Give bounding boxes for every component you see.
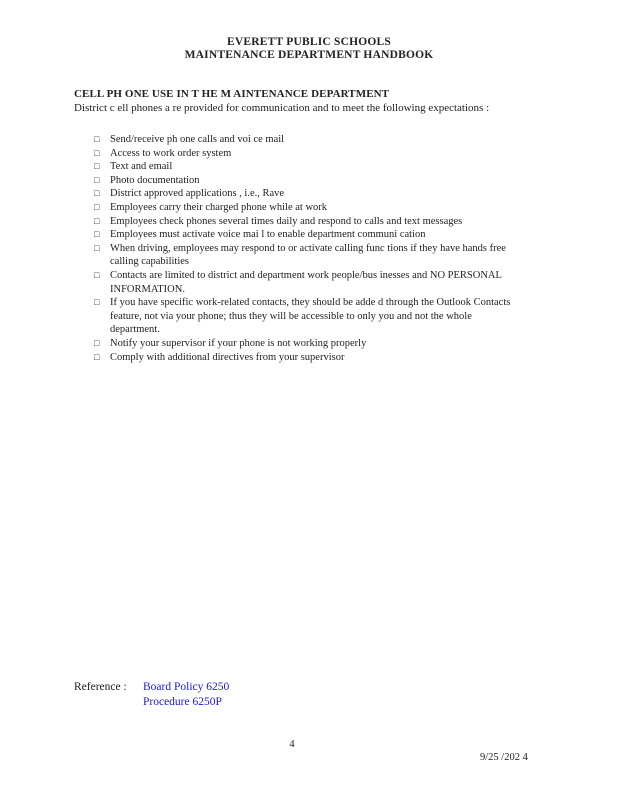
section-heading: CELL PH ONE USE IN T HE M AINTENANCE DEPARTMENT: [74, 88, 390, 100]
list-item: [94, 147, 514, 161]
document-title: EVERETT PUBLIC SCHOOLS: [227, 36, 391, 48]
square-bullet-icon: □: [94, 337, 100, 348]
revision-date: 9/25 /202 4: [480, 752, 528, 763]
list-item: [94, 296, 514, 337]
list-item: [94, 242, 514, 269]
list-item-text: Employees must activate voice mai l to enable department communi cation: [110, 229, 426, 241]
square-bullet-icon: □: [94, 242, 100, 253]
board-policy-link[interactable]: Board Policy 6250: [143, 681, 230, 693]
list-item: [94, 187, 514, 201]
square-bullet-icon: □: [94, 147, 100, 158]
list-item: [94, 269, 514, 296]
list-item-text: Access to work order system: [110, 147, 232, 159]
square-bullet-icon: □: [94, 229, 100, 240]
document-subtitle: MAINTENANCE DEPARTMENT HANDBOOK: [184, 49, 434, 61]
reference-label: Reference :: [74, 681, 127, 693]
square-bullet-icon: □: [94, 297, 100, 308]
square-bullet-icon: □: [94, 201, 100, 212]
list-item-text: Notify your supervisor if your phone is not working properly: [110, 337, 367, 349]
square-bullet-icon: □: [94, 269, 100, 280]
list-item-text: Comply with additional directives from your supervisor: [110, 351, 345, 363]
list-item-text: If you have specific work-related contacts, they should be adde d through the Outlook Contacts feature, not via your phone; thus they will be accessible to only you and not the whole department.: [110, 297, 511, 336]
list-item: [94, 228, 514, 242]
list-item: [94, 201, 514, 215]
page-number: 4: [289, 739, 295, 750]
square-bullet-icon: □: [94, 134, 100, 144]
square-bullet-icon: □: [94, 351, 100, 362]
expectations-list: [94, 133, 514, 364]
list-item: [94, 174, 514, 188]
list-item-text: Send/receive ph one calls and voi ce mail: [110, 134, 285, 145]
list-item: [94, 351, 514, 365]
list-item-text: Contacts are limited to district and department work people/bus inesses and NO PERSONAL INFORMATION.: [110, 269, 502, 295]
list-item-text: Text and email: [110, 161, 173, 173]
list-item: [94, 133, 514, 147]
square-bullet-icon: □: [94, 215, 100, 226]
list-item-text: District approved applications , i.e., Rave: [110, 188, 285, 200]
list-item-text: Employees check phones several times daily and respond to calls and text messages: [110, 215, 463, 227]
section-intro: District c ell phones a re provided for communication and to meet the following expectations :: [74, 102, 490, 114]
list-item: [94, 160, 514, 174]
square-bullet-icon: □: [94, 174, 100, 185]
procedure-link[interactable]: Procedure 6250P: [143, 696, 222, 708]
list-item: [94, 215, 514, 229]
list-item-text: Employees carry their charged phone while at work: [110, 201, 328, 213]
square-bullet-icon: □: [94, 161, 100, 172]
list-item-text: Photo documentation: [110, 174, 200, 186]
list-item-text: When driving, employees may respond to or activate calling func tions if they have hands free calling capabilities: [110, 242, 506, 268]
square-bullet-icon: □: [94, 188, 100, 199]
list-item: [94, 337, 514, 351]
